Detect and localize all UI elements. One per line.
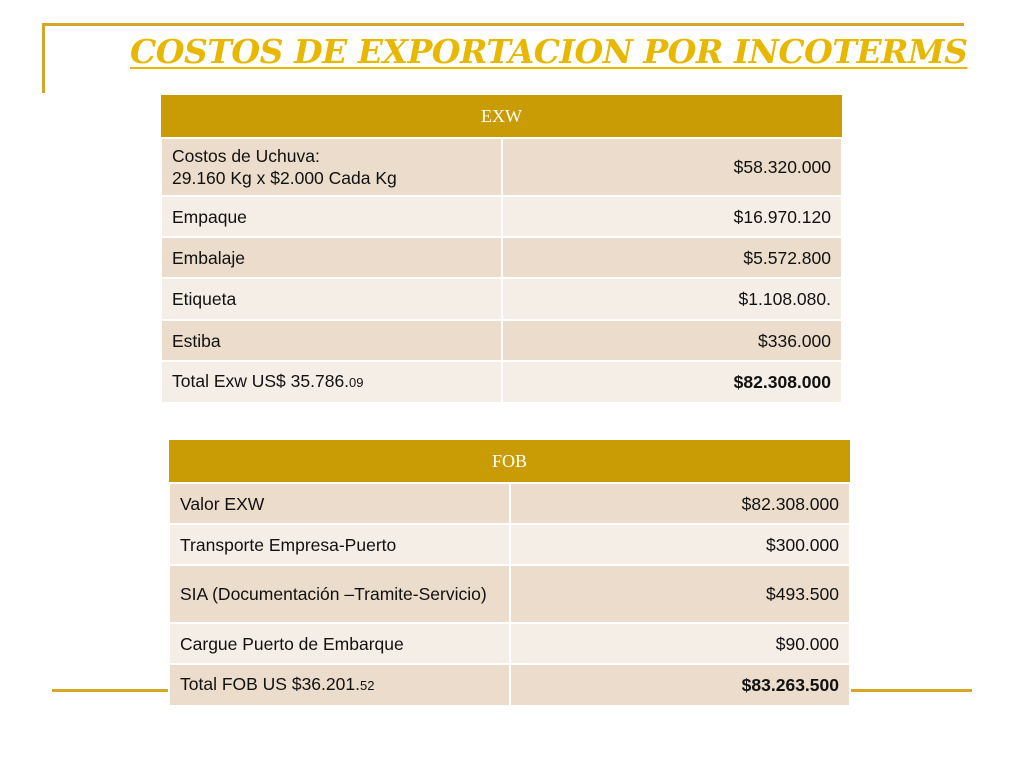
table-row (161, 138, 842, 196)
table-row (161, 278, 842, 320)
row-label: Transporte Empresa-Puerto (169, 524, 510, 565)
total-row (161, 361, 842, 403)
row-label: SIA (Documentación –Tramite-Servicio) (169, 565, 510, 623)
row-label: Embalaje (161, 237, 502, 278)
frame-left-line (42, 23, 45, 93)
row-value: $82.308.000 (510, 483, 851, 524)
table-row (169, 483, 850, 524)
table-row (161, 196, 842, 237)
table-row (169, 623, 850, 664)
table-row (169, 524, 850, 565)
total-label-main: Total FOB US $36.201. (180, 674, 360, 694)
table-row (169, 565, 850, 623)
row-value: $493.500 (510, 565, 851, 623)
row-label: Cargue Puerto de Embarque (169, 623, 510, 664)
row-value: $90.000 (510, 623, 851, 664)
row-value: $300.000 (510, 524, 851, 565)
total-label-cents: 09 (349, 375, 364, 390)
row-value: $336.000 (502, 320, 843, 361)
row-value: $5.572.800 (502, 237, 843, 278)
fob-table (168, 440, 851, 707)
exw-header: EXW (161, 95, 842, 138)
row-label: Estiba (161, 320, 502, 361)
total-value: $83.263.500 (510, 664, 851, 706)
row-value: $58.320.000 (502, 138, 843, 196)
frame-top-line (42, 23, 964, 26)
total-value: $82.308.000 (502, 361, 843, 403)
total-label-main: Total Exw US$ 35.786. (172, 371, 350, 391)
table-row (161, 320, 842, 361)
row-label-line1: Costos de Uchuva: (172, 146, 320, 166)
row-value: $16.970.120 (502, 196, 843, 237)
row-value: $1.108.080. (502, 278, 843, 320)
slide-title: COSTOS DE EXPORTACION POR INCOTERMS (130, 32, 968, 71)
total-row (169, 664, 850, 706)
table-row (161, 237, 842, 278)
row-label-line2: 29.160 Kg x $2.000 Cada Kg (172, 168, 397, 188)
total-label (161, 361, 502, 403)
total-label-cents: 52 (359, 678, 375, 693)
total-label (169, 664, 510, 706)
exw-table (160, 95, 843, 404)
row-label: Empaque (161, 196, 502, 237)
fob-header: FOB (169, 440, 850, 483)
row-label (161, 138, 502, 196)
row-label: Etiqueta (161, 278, 502, 320)
row-label: Valor EXW (169, 483, 510, 524)
